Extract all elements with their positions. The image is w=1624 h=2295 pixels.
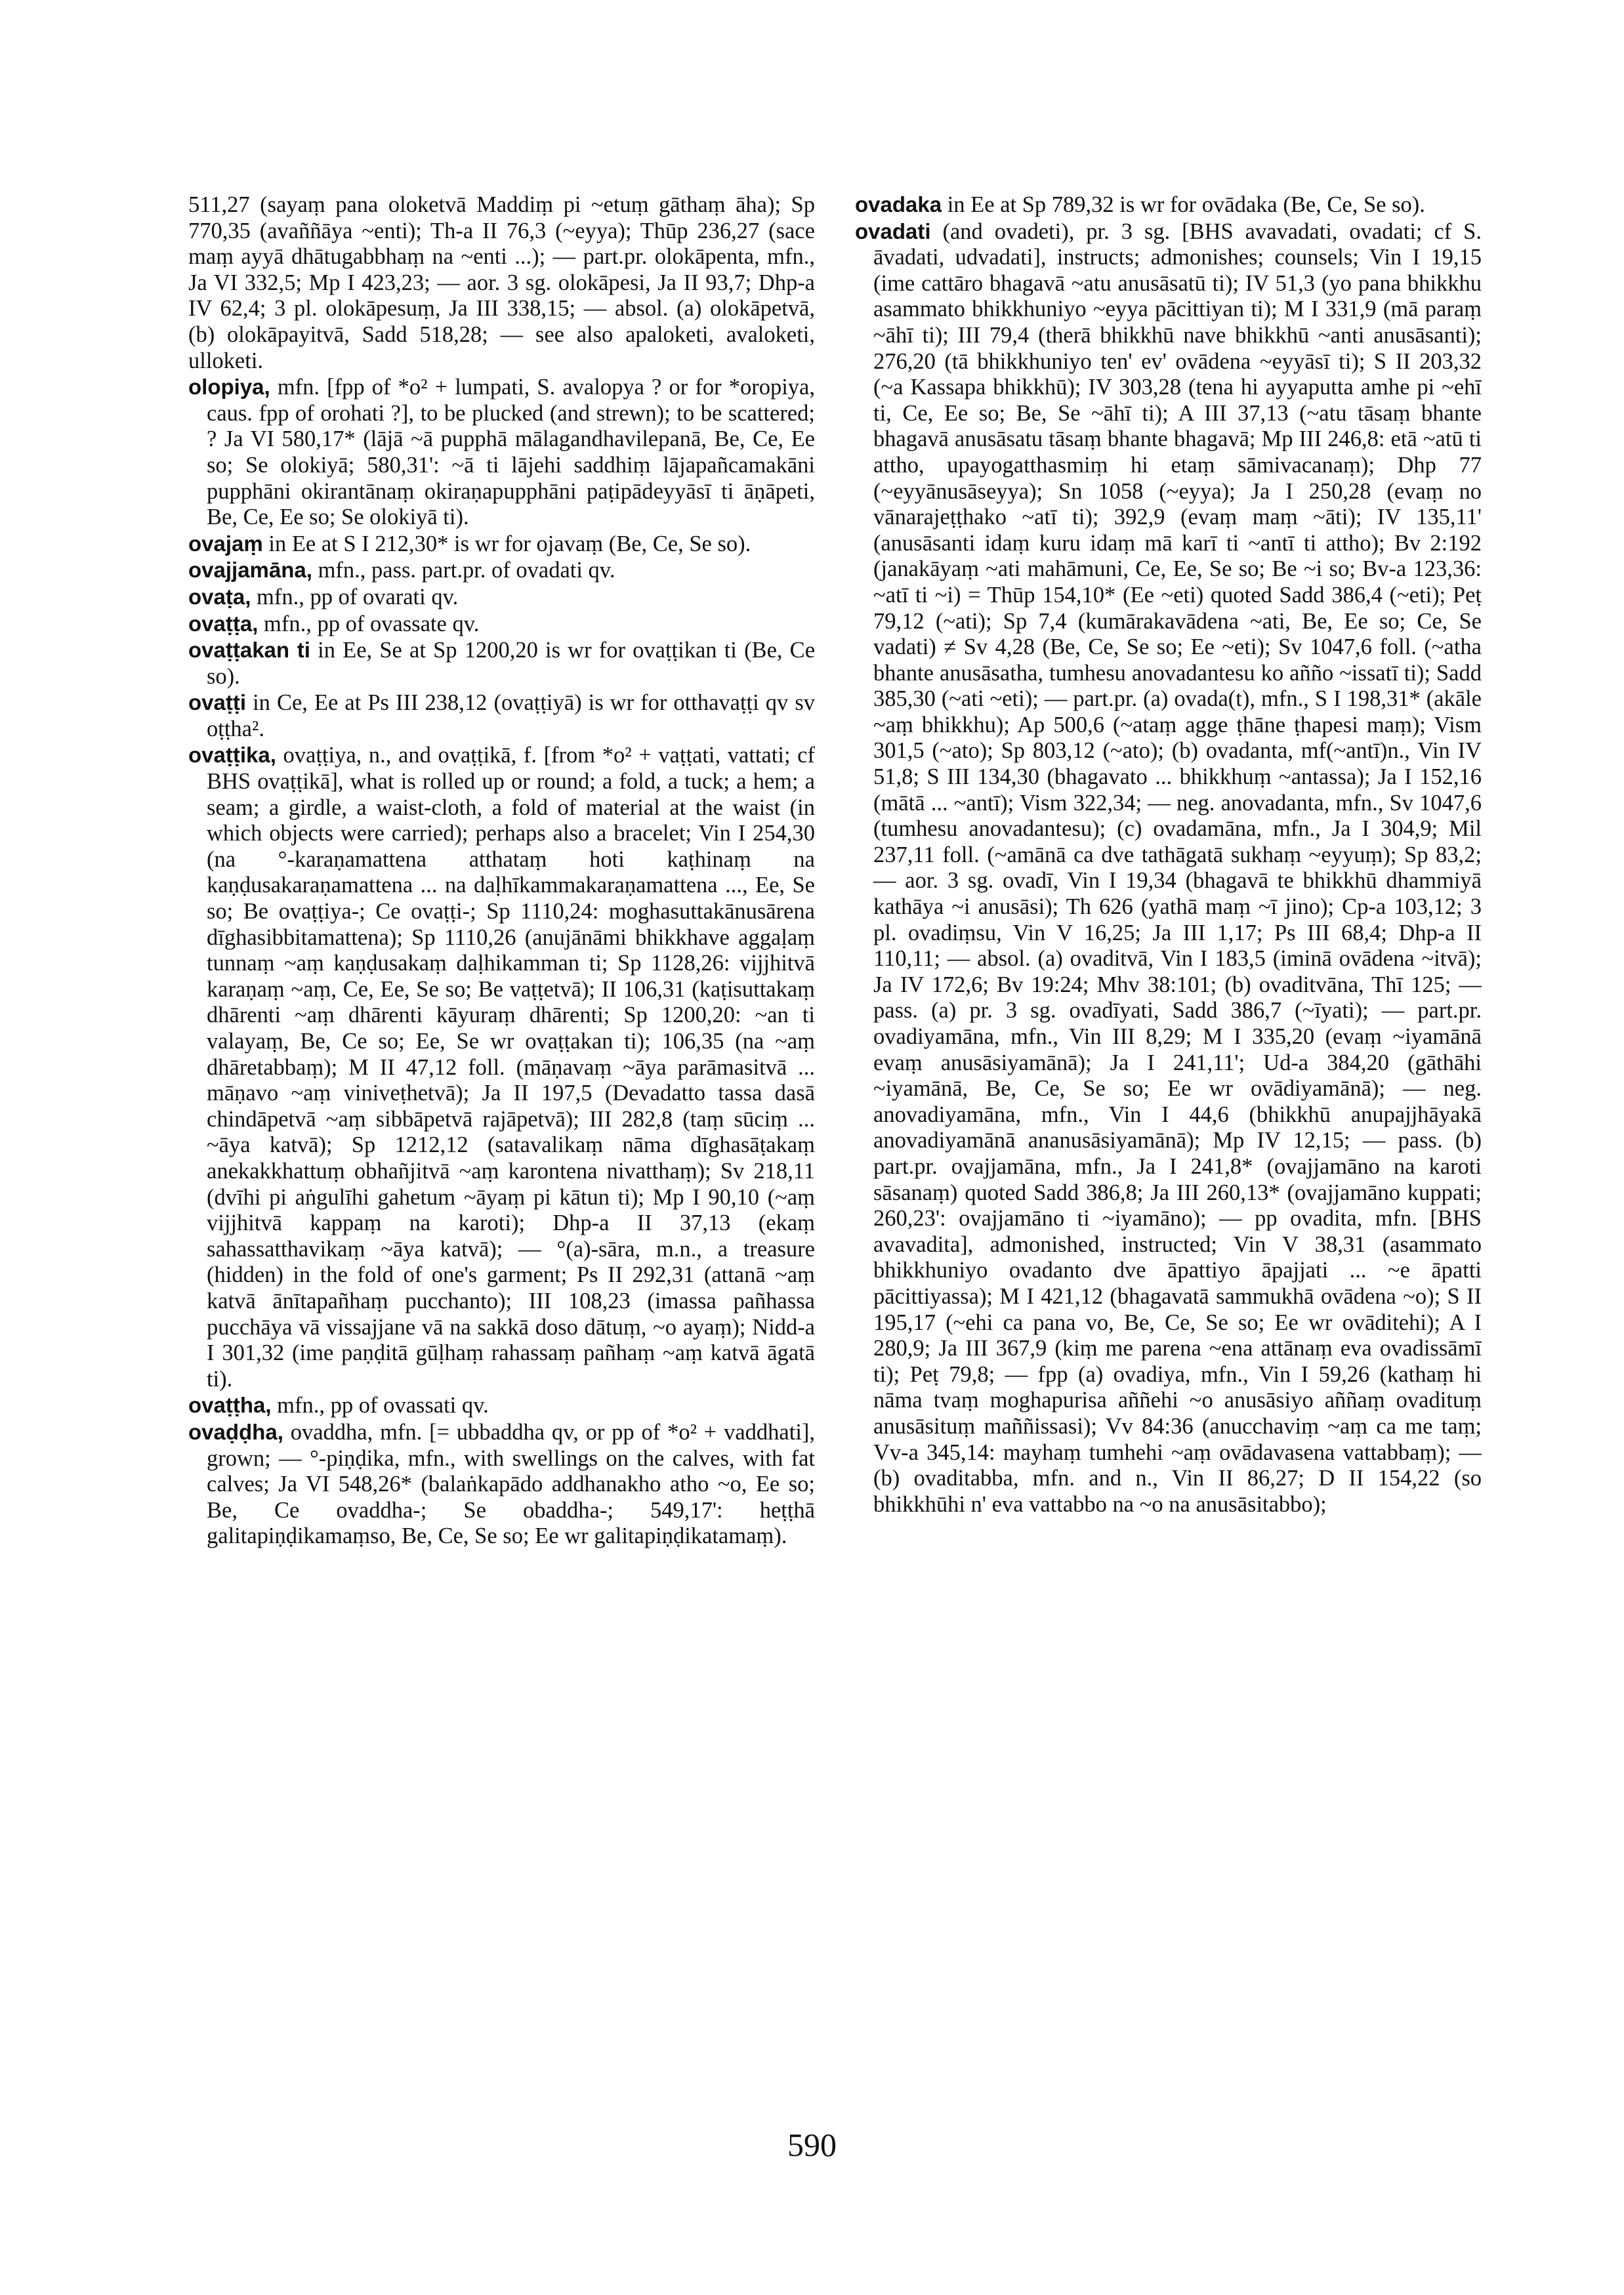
entry-body: mfn. [fpp of *o² + lumpati, S. avalopya ? or for *oropiya, caus. fpp of orohati ?], to be plucked (and strewn); to be scattered; ? Ja VI 580,17* (lājā ~ā pupphā mālagandhavilepanā, Be, Ce, Ee so; Se olokiyā; 580,31': ~ā ti lājehi saddhiṃ lājapañcamakāni pupphāni okirantānaṃ okiraṇapupphāni paṭipādeyyāsī ti āṇāpeti, Be, Ce, Ee so; Se olokiyā ti). [207, 375, 815, 530]
entry-body: ovaṭṭiya, n., and ovaṭṭikā, f. [from *o² + vaṭṭati, vattati; cf BHS ovaṭṭikā], what is rolled up or round; a fold, a tuck; a hem; a seam; a girdle, a waist-cloth, a fold of material at the waist (in which objects were carried); perhaps also a bracelet; Vin I 254,30 (na °-karaṇamattena atthataṃ hoti kaṭhinaṃ na kaṇḍusakaraṇamattena ... na daḷhīkammakaraṇamattena ..., Ee, Se so; Be ovaṭṭiya-; Ce ovaṭṭi-; Sp 1110,24: moghasuttakānusārena dīghasibbitamattena); Sp 1110,26 (anujānāmi bhikkhave aggaḷaṃ tunnaṃ ~aṃ kaṇḍusakaṃ daḷhikamman ti; Sp 1128,26: vijjhitvā karaṇaṃ ~aṃ, Ce, Ee, Se so; Be vaṭṭetvā); II 106,31 (kaṭisuttakaṃ dhārenti ~aṃ dhārenti kāyuraṃ dhārenti; Sp 1200,20: ~an ti valayaṃ, Be, Ce so; Ee, Se wr ovaṭṭakan ti); 106,35 (na ~aṃ dhāretabbaṃ); M II 47,12 foll. (māṇavaṃ ~āya parāmasitvā ... māṇavo ~aṃ viniveṭhetvā); Ja II 197,5 (Devadatto tassa dasā chindāpetvā ~aṃ sibbāpetvā rajāpetvā); III 282,8 (taṃ sūciṃ ... ~āya katvā); Sp 1212,12 (satavalikaṃ nāma dīghasāṭakaṃ anekakkhattuṃ obhañjitvā ~aṃ karontena nivatthaṃ); Sv 218,11 (dvīhi pi aṅgulīhi gahetum ~āyaṃ pi kātun ti); Mp I 90,10 (~aṃ vijjhitvā kappaṃ na karoti); Dhp-a II 37,13 (ekaṃ sahassatthavikaṃ ~āya katvā); — °(a)-sāra, m.n., a treasure (hidden) in the fold of one's garment; Ps II 292,31 (attanā ~aṃ katvā ānītapañhaṃ pucchanto); III 108,23 (imassa pañhassa pucchāya vā vissajjane vā na sakkā doso dātuṃ, ~o ayaṃ); Nidd-a I 301,32 (ime paṇḍitā gūḷhaṃ rahassaṃ pañhaṃ ~aṃ katvā āgatā ti). [207, 743, 815, 1392]
dictionary-entry [188, 637, 815, 690]
entry-body: ovaddha, mfn. [= ubbaddha qv, or pp of *o² + vaddhati], grown; — °-piṇḍika, mfn., with swellings on the calves, with fat calves; Ja VI 548,26* (balaṅkapādo addhanakho atho ~o, Ee so; Be, Ce ovaddha-; Se obaddha-; 549,17': heṭṭhā galitapiṇḍikamaṃso, Be, Ce, Se so; Ee wr galitapiṇḍikatamaṃ). [207, 1419, 815, 1549]
dictionary-entry [188, 742, 815, 1392]
dictionary-entry [855, 218, 1482, 1518]
entry-headword: ovadaka [855, 192, 942, 217]
dictionary-entry [188, 611, 815, 638]
entry-body: in Ee at S I 212,30* is wr for ojavaṃ (Be, Ce, Se so). [268, 531, 751, 556]
dictionary-entry [855, 192, 1482, 218]
page-number: 590 [787, 2126, 837, 2163]
entry-body: mfn., pp of ovassate qv. [264, 611, 480, 636]
dictionary-entry [188, 1419, 815, 1550]
entry-headword: ovaḍḍha, [188, 1419, 283, 1444]
entry-body: mfn., pp of ovassati qv. [277, 1393, 489, 1418]
entry-body: in Ce, Ee at Ps III 238,12 (ovaṭṭiyā) is wr for otthavaṭṭi qv sv oṭṭha². [207, 690, 815, 741]
dictionary-entry [188, 531, 815, 558]
entry-headword: olopiya, [188, 375, 270, 400]
dictionary-entry [188, 192, 815, 374]
entry-headword: ovaṭṭa, [188, 611, 259, 636]
entry-body: in Ee at Sp 789,32 is wr for ovādaka (Be, Ce, Se so). [947, 192, 1425, 217]
entry-headword: ovaṭṭi [188, 690, 247, 715]
entry-headword: ovaṭṭakan ti [188, 638, 310, 663]
right-column [855, 192, 1482, 2160]
dictionary-entry [188, 557, 815, 584]
dictionary-entry [188, 1392, 815, 1419]
dictionary-entry [188, 374, 815, 531]
entry-headword: ovadati [855, 218, 931, 243]
entry-body: mfn., pp of ovarati qv. [257, 584, 459, 610]
dictionary-entry [188, 690, 815, 742]
entry-body: in Ee, Se at Sp 1200,20 is wr for ovaṭṭikan ti (Be, Ce so). [207, 638, 815, 689]
entry-headword: ovaṭa, [188, 584, 251, 609]
dictionary-entry [188, 584, 815, 611]
entry-headword: ovajjamāna, [188, 558, 312, 583]
entry-body: (and ovadeti), pr. 3 sg. [BHS avavadati, ovadati; cf S. āvadati, udvadati], instructs; admonishes; counsels; Vin I 19,15 (ime cattāro bhagavā ~atu anusāsatū ti); IV 51,3 (yo pana bhikkhu asammato bhikkhuniyo ~eyya pācittiyan ti); M I 331,9 (mā paraṃ ~āhī ti); III 79,4 (therā bhikkhū nave bhikkhū ~anti anusāsanti); 276,20 (tā bhikkhuniyo ten' ev' ovādena ~eyyāsī ti); S II 203,32 (~a Kassapa bhikkhū); IV 303,28 (tena hi ayyaputta amhe pi ~ehī ti, Ce, Ee so; Be, Se ~āhī ti); A III 37,13 (~atu tāsaṃ bhante bhagavā anusāsatu tāsaṃ bhante bhagavā; Mp III 246,8: etā ~atū ti attho, upayogatthasmiṃ hi etaṃ sāmivacanaṃ); Dhp 77 (~eyyānusāseyya); Sn 1058 (~eyya); Ja I 250,28 (evaṃ no vānarajeṭṭhako ~atī ti); 392,9 (evaṃ maṃ ~āti); IV 135,11' (anusāsanti idaṃ kuru idaṃ mā karī ti ~antī ti attho); Bv 2:192 (janakāyaṃ ~ati mahāmuni, Ce, Ee, Se so; Be ~i so; Bv-a 123,36: ~atī ti ~i) = Thūp 154,10* (Ee ~eti) quoted Sadd 386,4 (~eti); Peṭ 79,12 (~ati); Sp 7,4 (kumārakavādena ~ati, Be, Ee so; Ce, Se vadati) ≠ Sv 4,28 (Be, Ce, Se so; Ee ~eti); Sv 1047,6 foll. (~atha bhante anusāsatha, tumhesu anovadantesu ko añño ~issatī ti); Sadd 385,30 (~ati ~eti); — part.pr. (a) ovada(t), mfn., S I 198,31* (akāle ~aṃ bhikkhu); Ap 500,6 (~ataṃ agge ṭhāne ṭhapesi maṃ); Vism 301,5 (~ato); Sp 803,12 (~ato); (b) ovadanta, mf(~antī)n., Vin IV 51,8; S III 134,30 (bhagavato ... bhikkhuṃ ~antassa); Ja I 152,16 (mātā ... ~antī); Vism 322,34; — neg. anovadanta, mfn., Sv 1047,6 (tumhesu anovadantesu); (c) ovadamāna, mfn., Ja I 304,9; Mil 237,11 foll. (~amānā ca dve tathāgatā sukhaṃ ~eyyuṃ); Sp 83,2; — aor. 3 sg. ovadī, Vin I 19,34 (bhagavā te bhikkhū dhammiyā kathāya ~i anusāsi); Th 626 (yathā maṃ ~ī jino); Cp-a 103,12; 3 pl. ovadiṃsu, Vin V 16,25; Ja III 1,17; Ps III 68,4; Dhp-a II 110,11; — absol. (a) ovaditvā, Vin I 183,5 (iminā ovādena ~itvā); Ja IV 172,6; Bv 19:24; Mhv 38:101; (b) ovaditvāna, Thī 125; — pass. (a) pr. 3 sg. ovadīyati, Sadd 386,7 (~īyati); — part.pr. ovadiyamāna, mfn., Vin III 8,29; M I 335,20 (evaṃ ~iyamānā evaṃ anusāsiyamānā); Ja I 241,11'; Ud-a 384,20 (gāthāhi ~iyamānā, Be, Ce, Se so; Ee wr ovādiyamānā); — neg. anovadiyamāna, mfn., Vin I 44,6 (bhikkhū anupajjhāyakā anovadiyamānā ananusāsiyamānā); Mp IV 12,15; — pass. (b) part.pr. ovajjamāna, mfn., Ja I 241,8* (ovajjamāno na karoti sāsanaṃ) quoted Sadd 386,8; Ja III 260,13* (ovajjamāno kuppati; 260,23': ovajjamāno ti ~iyamāno); — pp ovadita, mfn. [BHS avavadita], admonished, instructed; Vin V 38,31 (asammato bhikkhuniyo ovadanto dve āpattiyo āpajjati ... ~e āpatti pācittiyassa); M I 421,12 (bhagavatā sammukhā ovādena ~o); S II 195,17 (~ehi ca pana vo, Be, Ce, Se so; Ee wr ovāditehi); A I 280,9; Ja III 367,9 (kiṃ me parena ~ena attānaṃ eva ovadissāmī ti); Peṭ 79,8; — fpp (a) ovadiya, mfn., Vin I 59,26 (kathaṃ hi nāma tvaṃ moghapurisa aññehi ~o anusāsiyo aññaṃ ovadituṃ anusāsituṃ maññissasi); Vv 84:36 (anucchaviṃ ~aṃ ca me taṃ; Vv-a 345,14: mayhaṃ tumhehi ~aṃ ovādavasena vattabbaṃ); — (b) ovaditabba, mfn. and n., Vin II 86,27; D II 154,22 (so bhikkhūhi n' eva vattabbo na ~o na anusāsitabbo); [873, 218, 1482, 1517]
entry-headword: ovaṭṭika, [188, 743, 276, 768]
left-column [188, 192, 815, 1924]
entry-body: mfn., pass. part.pr. of ovadati qv. [318, 558, 615, 583]
entry-headword: ovajaṃ [188, 531, 263, 556]
entry-body: 511,27 (sayaṃ pana oloketvā Maddiṃ pi ~etuṃ gāthaṃ āha); Sp 770,35 (avaññāya ~enti); Th-a II 76,3 (~eyya); Thūp 236,27 (sace maṃ ayyā dhātugabbhaṃ na ~enti ...); — part.pr. olokāpenta, mfn., Ja VI 332,5; Mp I 423,23; — aor. 3 sg. olokāpesi, Ja II 93,7; Dhp-a IV 62,4; 3 pl. olokāpesuṃ, Ja III 338,15; — absol. (a) olokāpetvā, (b) olokāpayitvā, Sadd 518,28; — see also apaloketi, avaloketi, ulloketi. [188, 192, 815, 373]
entry-headword: ovaṭṭha, [188, 1393, 272, 1418]
